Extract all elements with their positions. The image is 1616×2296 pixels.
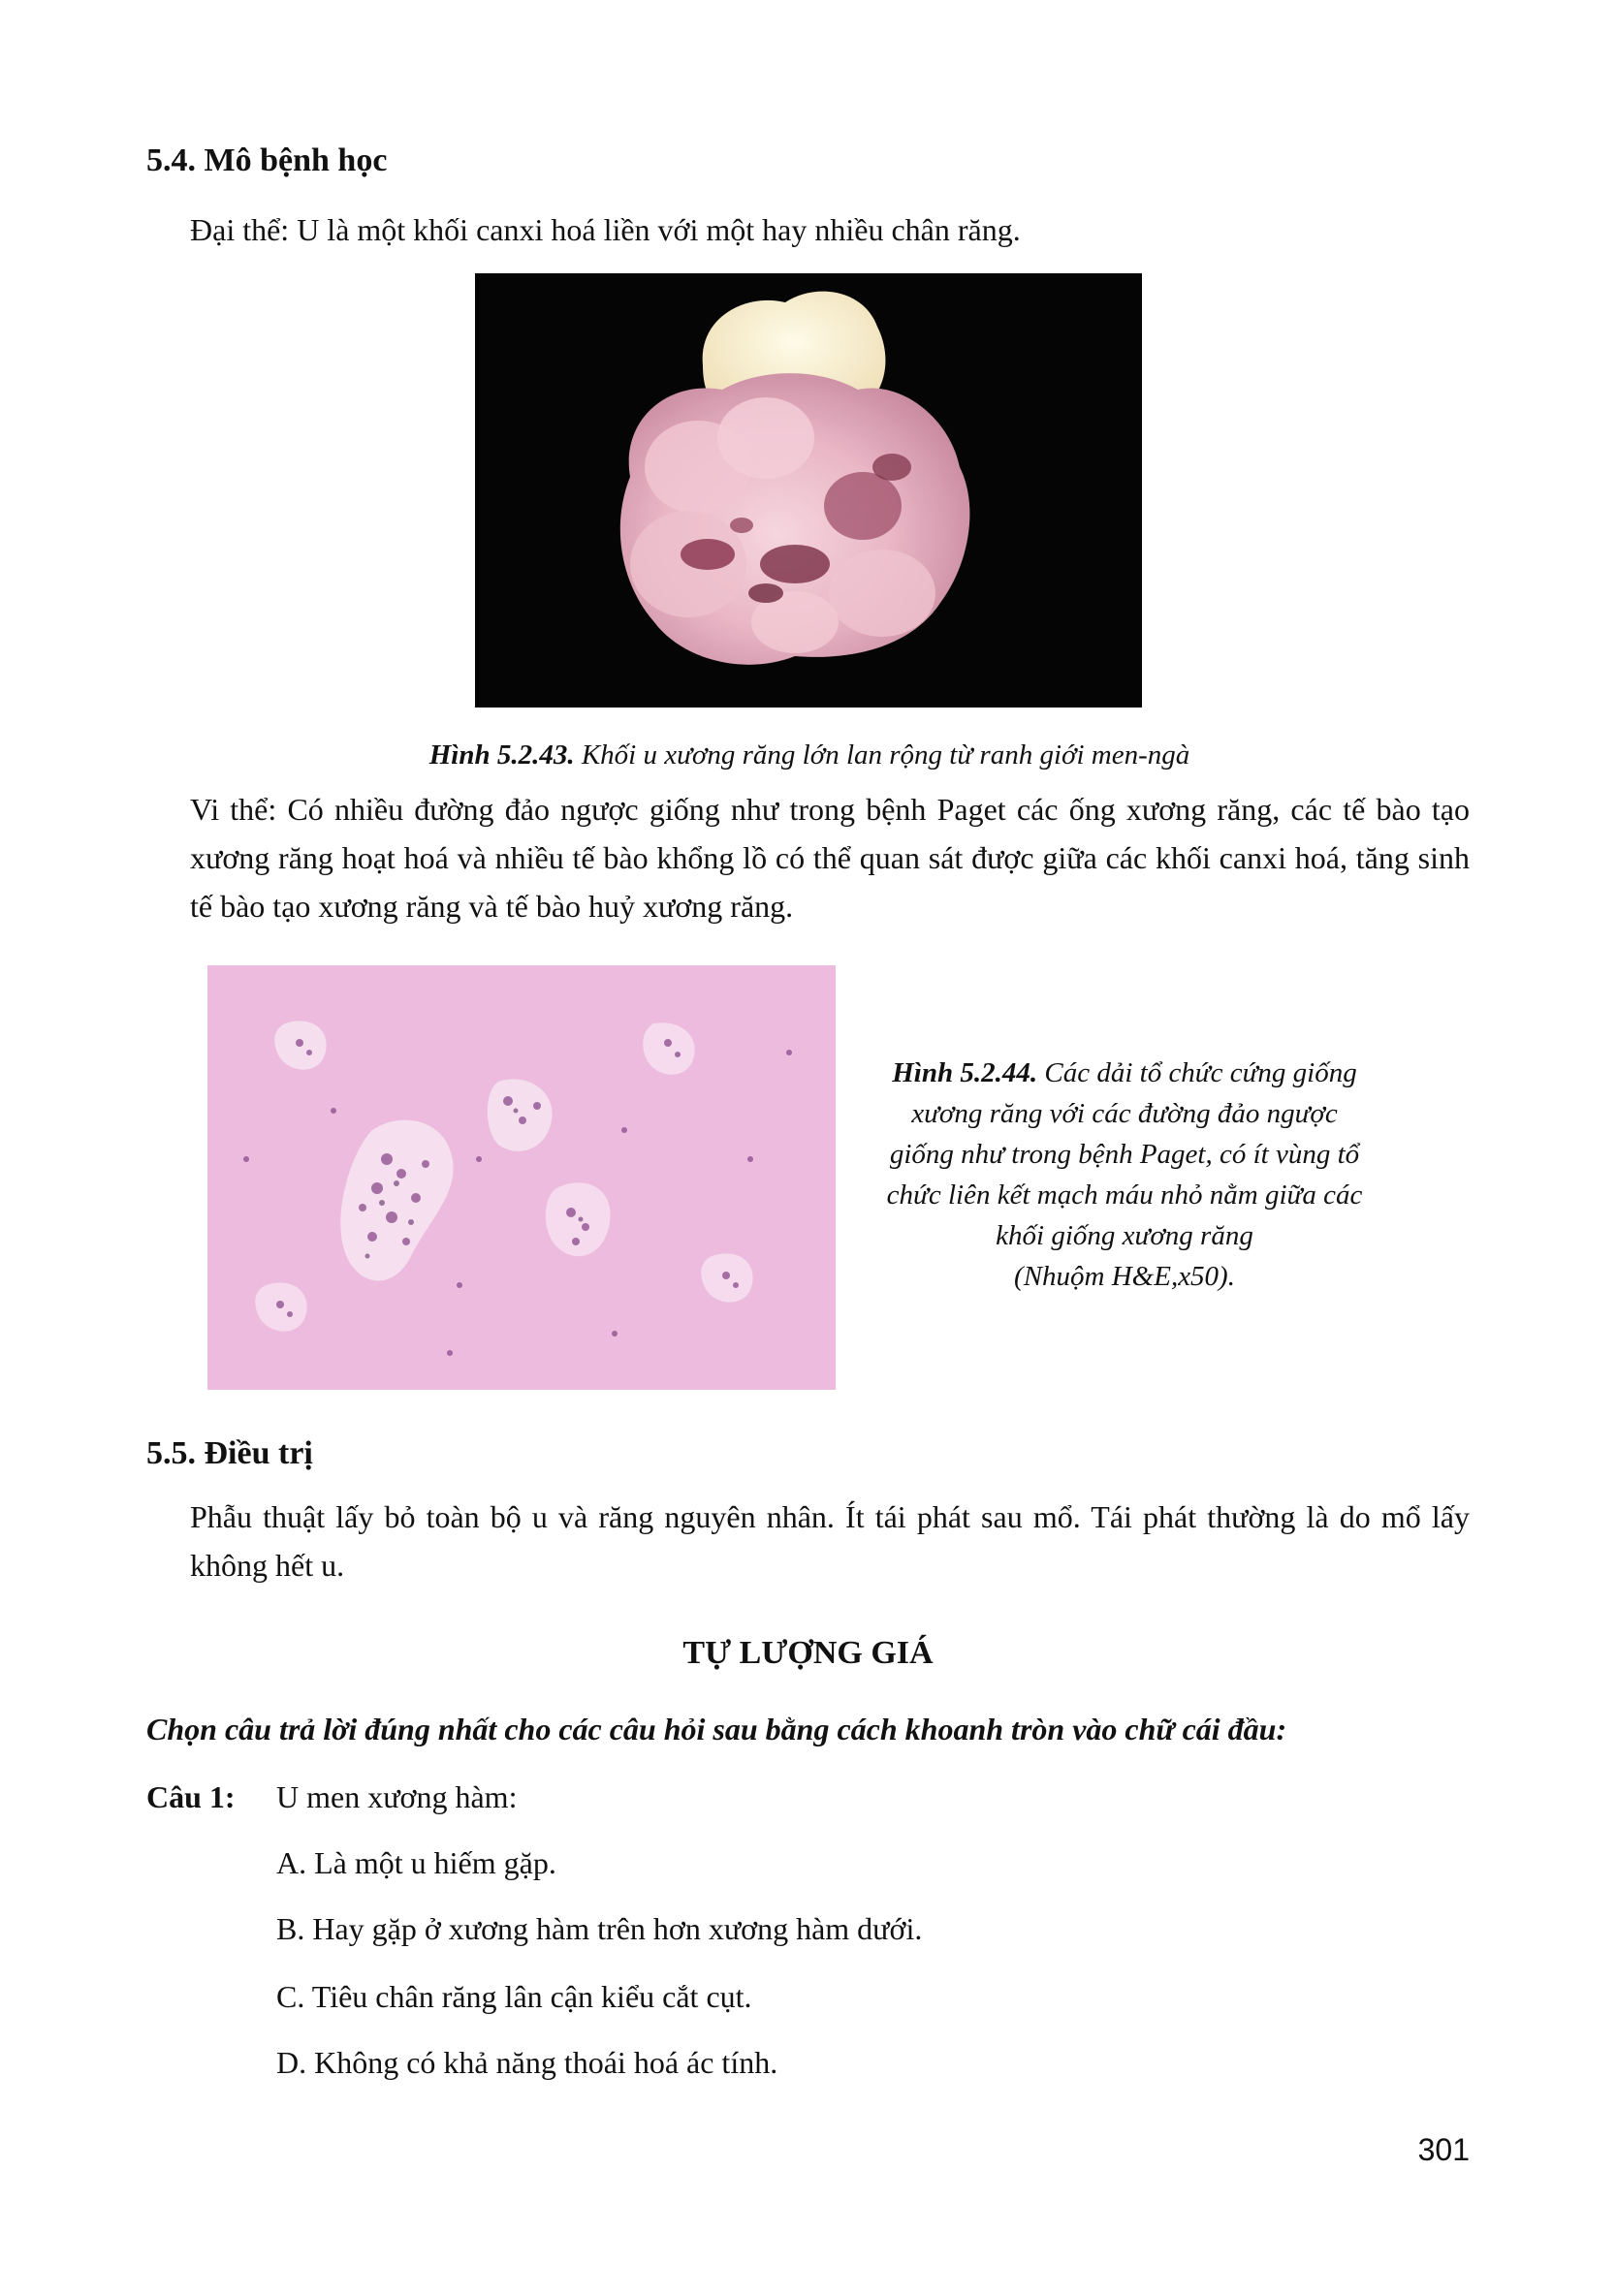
gross-description: Đại thể: U là một khối canxi hoá liền với một hay nhiều chân răng. bbox=[190, 212, 1021, 247]
figure-caption-5-2-43 bbox=[356, 735, 1263, 775]
treatment-text: Phẫu thuật lấy bỏ toàn bộ u và răng nguyên nhân. Ít tái phát sau mổ. Tái phát thường là do mổ lấy không hết u. bbox=[190, 1499, 1470, 1583]
answer-option-a[interactable]: A. Là một u hiếm gặp. bbox=[276, 1845, 556, 1880]
caption-line: (Nhuộm H&E,x50). bbox=[1014, 1261, 1235, 1292]
micrograph-illustration bbox=[207, 965, 836, 1390]
figure-label: Hình 5.2.43. bbox=[428, 739, 575, 771]
figure-caption-5-2-44 bbox=[853, 1053, 1396, 1297]
microscopic-description: Vi thể: Có nhiều đường đảo ngược giống như trong bệnh Paget các ống xương răng, các tế bào tạo xương răng hoạt hoá và nhiều tế bào khổng lồ có thể quan sát được giữa các khối canxi hoá, tăng sinh tế bào tạo xương răng và tế bào huỷ xương răng. bbox=[190, 792, 1470, 924]
caption-line: giống như trong bệnh Paget, có ít vùng tổ bbox=[889, 1139, 1360, 1170]
answer-option-c[interactable]: C. Tiêu chân răng lân cận kiểu cắt cụt. bbox=[276, 1979, 752, 2014]
answer-option-b[interactable]: B. Hay gặp ở xương hàm trên hơn xương hàm dưới. bbox=[276, 1911, 923, 1946]
section-heading-treatment: 5.5. Điều trị bbox=[146, 1435, 313, 1471]
figure-micrograph bbox=[207, 965, 836, 1390]
caption-line bbox=[853, 1053, 1396, 1093]
caption-line: khối giống xương răng bbox=[996, 1220, 1253, 1251]
instruction-text: Chọn câu trả lời đúng nhất cho các câu hỏi sau bằng cách khoanh tròn vào chữ cái đầu: bbox=[146, 1712, 1287, 1746]
tumor-illustration bbox=[475, 273, 1142, 708]
question-label: Câu 1: bbox=[146, 1779, 236, 1814]
self-assessment-title: TỰ LƯỢNG GIÁ bbox=[682, 1635, 934, 1671]
caption-line: chức liên kết mạch máu nhỏ nằm giữa các bbox=[886, 1179, 1363, 1211]
caption-text: Các dải tổ chức cứng giống bbox=[1044, 1057, 1357, 1088]
page-number: 301 bbox=[1417, 2132, 1470, 2167]
question-text: U men xương hàm: bbox=[276, 1779, 518, 1814]
figure-caption-text: Khối u xương răng lớn lan rộng từ ranh giới men-ngà bbox=[581, 739, 1190, 771]
answer-option-d[interactable]: D. Không có khả năng thoái hoá ác tính. bbox=[276, 2045, 778, 2080]
figure-tumor-photo bbox=[475, 273, 1142, 708]
figure-label: Hình 5.2.44. bbox=[892, 1057, 1038, 1088]
section-heading-histopathology: 5.4. Mô bệnh học bbox=[146, 142, 388, 178]
caption-line: xương răng với các đường đảo ngược bbox=[911, 1098, 1338, 1129]
